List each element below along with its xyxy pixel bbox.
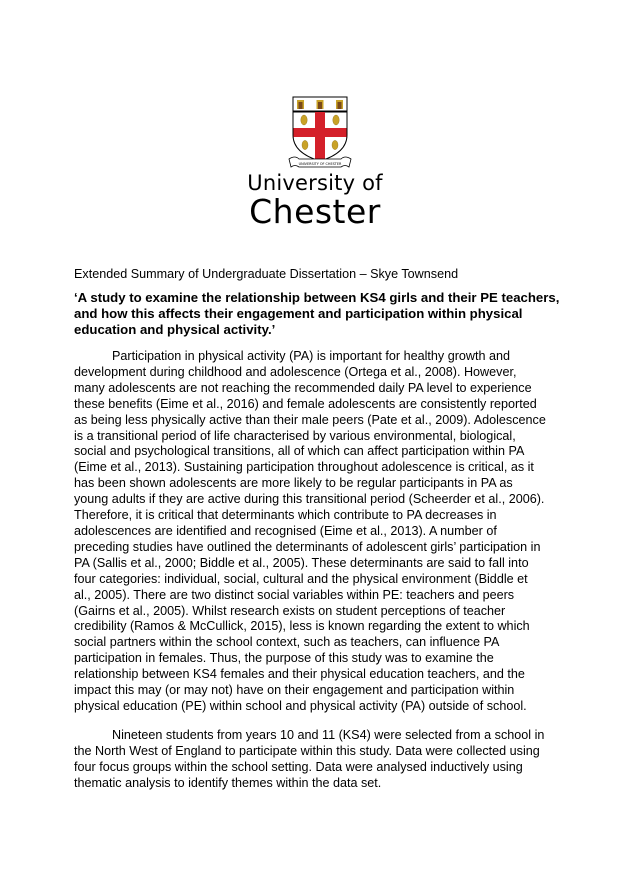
crest-motto-text: UNIVERSITY OF CHESTER — [298, 162, 342, 166]
paragraph-line: thematic analysis to identify themes within the data set. — [74, 775, 382, 790]
paragraph-line: (Gairns et al., 2005). Whilst research exists on student perceptions of teacher — [74, 603, 506, 618]
paragraph-line: is a transitional period of life characterised by various environmental, biological, — [74, 428, 516, 443]
paragraph-line: PA (Sallis et al., 2000; Biddle et al., 2005). These determinants are said to fall into — [74, 555, 529, 570]
paragraph-line: these benefits (Eime et al., 2016) and female adolescents are consistently reported — [74, 396, 537, 411]
paragraph-line: Therefore, it is critical that determinants which contribute to PA decreases in — [74, 508, 497, 523]
paragraph-line: relationship between KS4 females and their physical education teachers, and the — [74, 667, 525, 682]
paragraph-line: four categories: individual, social, cultural and the physical environment (Biddle et — [74, 571, 528, 586]
paragraph-line: social partners within the school context, such as teachers, can influence PA — [74, 635, 500, 650]
paragraph-methods — [74, 728, 574, 792]
paragraph-line: as being less physically active than their male peers (Pate et al., 2009). Adolescence — [74, 412, 546, 427]
study-title-line: and how this affects their engagement and participation within physical — [74, 306, 523, 321]
university-crest-logo — [287, 95, 353, 171]
paragraph-line: social and psychological transitions, all of which can affect participation within PA — [74, 444, 525, 459]
paragraph-line: Nineteen students from years 10 and 11 (KS4) were selected from a school in — [112, 728, 545, 742]
paragraph-line: has been shown adolescents are more likely to be regular participants in PA as — [74, 476, 513, 491]
paragraph-line: young adults if they are active during this transitional period (Scheerder et al., 2006). — [74, 492, 545, 507]
paragraph-line: the North West of England to participate within this study. Data were collected using — [74, 743, 540, 758]
study-title — [74, 290, 574, 338]
university-name-line1: University of — [247, 171, 383, 195]
study-title-line: education and physical activity.’ — [74, 322, 276, 337]
university-name-line2: Chester — [249, 192, 381, 231]
paragraph-line: physical education (PE) within school and physical activity (PA) outside of school. — [74, 698, 527, 713]
paragraph-line: four focus groups within the school setting. Data were analysed inductively using — [74, 759, 523, 774]
summary-title: Extended Summary of Undergraduate Dissertation – Skye Townsend — [74, 267, 459, 281]
paragraph-line: many adolescents are not reaching the recommended daily PA level to experience — [74, 380, 532, 395]
paragraph-line: participation in females. Thus, the purpose of this study was to examine the — [74, 651, 494, 666]
paragraph-line: credibility (Ramos & McCullick, 2015), less is known regarding the extent to which — [74, 619, 530, 634]
paragraph-line: Participation in physical activity (PA) is important for healthy growth and — [112, 349, 511, 363]
paragraph-line: development during childhood and adolescence (Ortega et al., 2008). However, — [74, 364, 517, 379]
paragraph-introduction — [74, 349, 574, 715]
paragraph-line: impact this may (or may not) have on their engagement and participation within — [74, 683, 515, 698]
paragraph-line: preceding studies have outlined the determinants of adolescent girls’ participation in — [74, 539, 541, 554]
paragraph-line: adolescences are identified and recognised (Eime et al., 2013). A number of — [74, 523, 497, 538]
paragraph-line: al., 2005). There are two distinct social variables within PE: teachers and peers — [74, 587, 515, 602]
paragraph-line: (Eime et al., 2013). Sustaining participation throughout adolescence is critical, as it — [74, 460, 534, 475]
study-title-line: ‘A study to examine the relationship between KS4 girls and their PE teachers, — [74, 290, 560, 305]
